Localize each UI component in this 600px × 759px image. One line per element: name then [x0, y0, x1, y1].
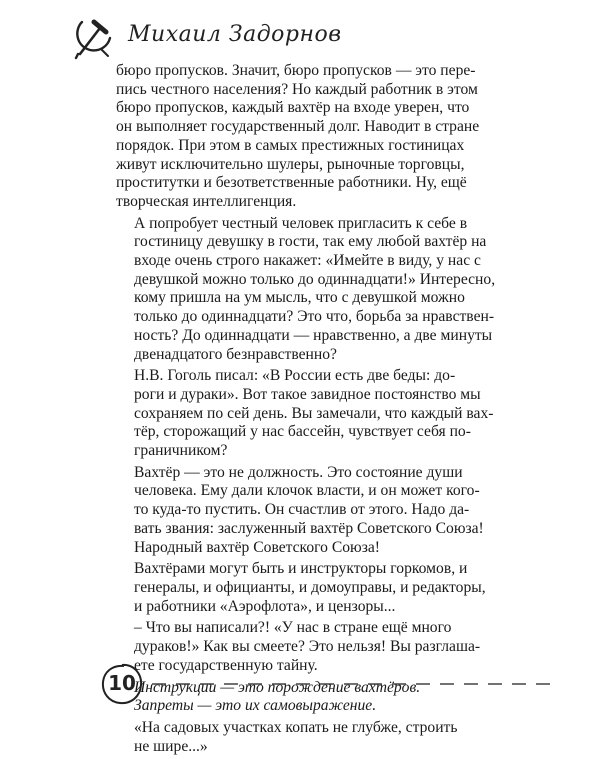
text-line: гостиницу девушку в гости, так ему любой вахтёр на [134, 233, 487, 251]
text-line: – Что вы написали?! «У нас в стране ещё много [134, 619, 452, 637]
text-line: творческая интеллигенция. [116, 192, 297, 210]
page-header [72, 14, 342, 60]
paragraph [116, 62, 488, 212]
text-line: только до одиннадцати? Это что, борьба за нравствен- [134, 308, 495, 326]
text-line: не шире...» [134, 737, 208, 755]
text-line: Инструкции — это порождение вахтёров. [134, 678, 421, 696]
text-line: бюро пропусков. Значит, бюро пропусков — это пере- [116, 62, 476, 79]
text-line: вать звания: заслуженный вахтёр Советского Союза! [134, 519, 484, 537]
text-line: Народный вахтёр Советского Союза! [134, 538, 380, 556]
text-line: живут исключительно шулеры, рыночные торговцы, [116, 155, 465, 173]
author-name: Михаил Задорнов [128, 22, 342, 47]
body-text [116, 62, 496, 759]
footer-dashed-line [152, 682, 552, 686]
text-line: порядок. При этом в самых престижных гостиницах [116, 136, 465, 154]
text-line: А попробует честный человек пригласить к себе в [134, 214, 468, 232]
text-line: человека. Ему дали клочок власти, и он может кого- [134, 482, 480, 500]
page-number: 10 [108, 671, 136, 695]
text-line: «На садовых участках копать не глубже, строить [134, 718, 458, 736]
paragraph [116, 464, 488, 558]
paragraph [116, 214, 496, 365]
text-line: Вахтёр — это не должность. Это состояние души [134, 463, 463, 481]
paragraph [116, 367, 494, 461]
text-line: ность? До одиннадцати — нравственно, а две минуты [134, 326, 493, 344]
page-footer [100, 662, 560, 708]
text-line: тёр, сторожащий у нас бассейн, чувствует себя по- [134, 423, 471, 441]
text-line: он выполняет государственный долг. Наводит в стране [116, 118, 480, 136]
text-line: проститутки и безответственные работники. Ну, ещё [116, 174, 467, 192]
text-line: дураков!» Как вы смеете? Это нельзя! Вы разглаша- [134, 638, 481, 656]
text-line: кому пришла на ум мысль, что с девушкой можно [134, 289, 465, 307]
text-line: бюро пропусков, каждый вахтёр на входе уверен, что [116, 99, 470, 117]
text-line: то куда-то пустить. Он счастлив от этого. Надо да- [134, 501, 470, 519]
text-line: и работники «Аэрофлота», и цензоры... [134, 597, 396, 615]
text-line: генералы, и официанты, и домоуправы, и редакторы, [134, 578, 486, 596]
text-line: роги и дураки». Вот такое завидное постоянство мы [134, 385, 481, 403]
paragraph [116, 560, 488, 616]
text-line: ете государственную тайну. [134, 656, 318, 674]
text-line: девушкой можно только до одиннадцати!» Интересно, [134, 270, 496, 288]
text-line: входе очень строго накажет: «Имейте в виду, у нас с [134, 252, 481, 270]
text-line: Н.В. Гоголь писал: «В России есть две беды: до- [134, 367, 456, 385]
text-line: граничником? [134, 442, 228, 460]
text-line: пись честного населения? Но каждый работник в этом [116, 80, 478, 98]
text-line: Вахтёрами могут быть и инструкторы горкомов, и [134, 560, 468, 578]
text-line: двенадцатого безнравственно? [134, 345, 337, 363]
hammer-and-sickle-icon [72, 14, 116, 60]
text-line: сохраняем по сей день. Вы замечали, что каждый вах- [134, 404, 494, 422]
paragraph [116, 719, 488, 756]
text-line: Запреты — это их самовыражение. [134, 697, 377, 715]
